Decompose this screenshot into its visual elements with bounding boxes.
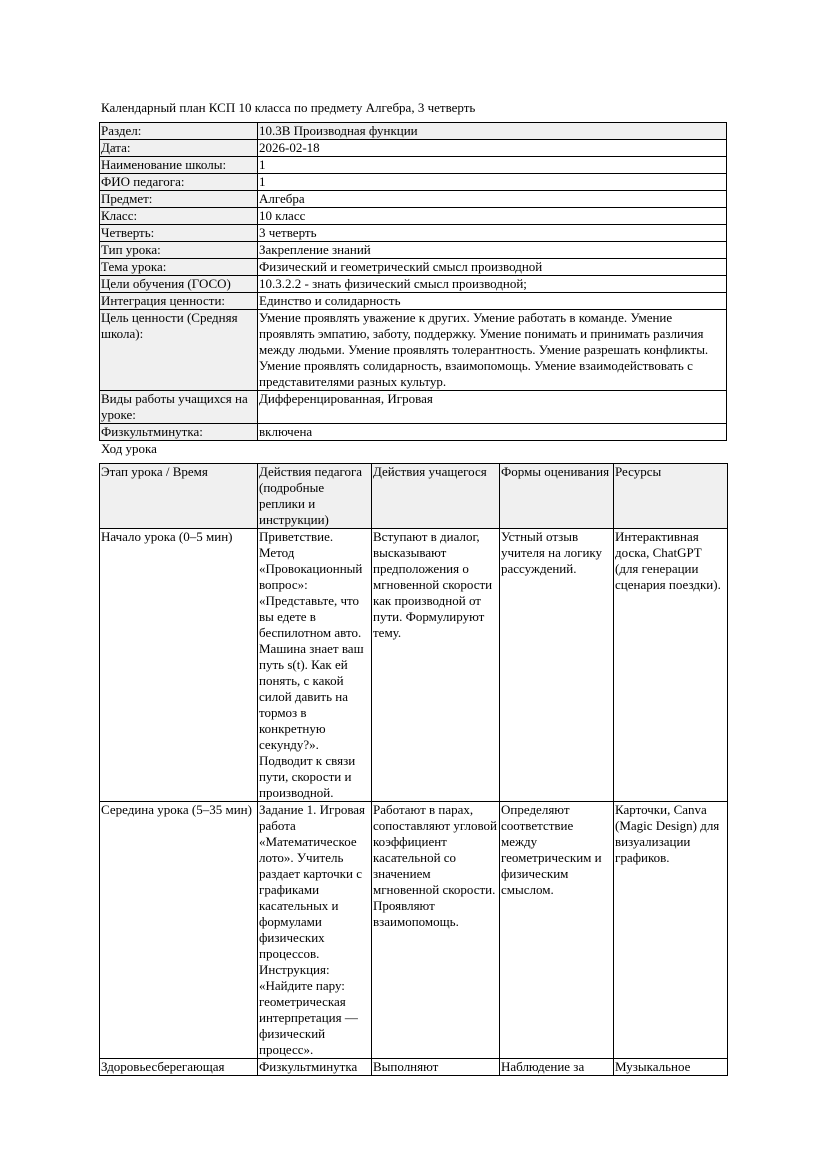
- info-row-subject: [100, 191, 727, 208]
- lesson-progress-heading: Ход урока: [101, 441, 157, 456]
- info-row-teacher: [100, 174, 727, 191]
- cell-teacher-actions: Физкультминутка: [258, 1059, 372, 1076]
- lesson-progress-table: [99, 463, 728, 1076]
- info-row-work-types: [100, 391, 727, 424]
- info-row-date: [100, 140, 727, 157]
- cell-resources: Интерактивная доска, ChatGPT (для генерации сценария поездки).: [614, 529, 728, 802]
- info-row-section: [100, 123, 727, 140]
- cell-student-actions: Выполняют: [372, 1059, 500, 1076]
- cell-student-actions: Вступают в диалог, высказывают предположения о мгновенной скорости как производной от пути. Формулируют тему.: [372, 529, 500, 802]
- info-key: Раздел:: [100, 123, 258, 140]
- cell-stage: Здоровьесберегающая: [100, 1059, 258, 1076]
- info-row-value-integration: [100, 293, 727, 310]
- info-key: Интеграция ценности:: [100, 293, 258, 310]
- info-key: Цели обучения (ГОСО): [100, 276, 258, 293]
- info-value: 2026-02-18: [258, 140, 727, 157]
- info-value: Умение проявлять уважение к других. Умение работать в команде. Умение проявлять эмпатию, заботу, поддержку. Умение понимать и принимать различия между людьми. Умение проявлять толерантность. Умение разрешать конфликты. Умение проявлять солидарность, взаимопомощь. Умение взаимодействовать с представителями разных культур.: [258, 310, 727, 391]
- info-value: 10 класс: [258, 208, 727, 225]
- info-value: Дифференцированная, Игровая: [258, 391, 727, 424]
- info-row-learning-goals: [100, 276, 727, 293]
- info-key: Тип урока:: [100, 242, 258, 259]
- header-stage: Этап урока / Время: [100, 464, 258, 529]
- cell-student-actions: Работают в парах, сопоставляют угловой коэффициент касательной со значением мгновенной скорости. Проявляют взаимопомощь.: [372, 802, 500, 1059]
- document-page: [99, 99, 727, 1076]
- info-row-grade: [100, 208, 727, 225]
- info-row-lesson-type: [100, 242, 727, 259]
- cell-resources: Карточки, Canva (Magic Design) для визуализации графиков.: [614, 802, 728, 1059]
- info-key: Наименование школы:: [100, 157, 258, 174]
- lesson-row: [100, 802, 728, 1059]
- info-row-topic: [100, 259, 727, 276]
- info-key: Дата:: [100, 140, 258, 157]
- document-title: Календарный план КСП 10 класса по предмету Алгебра, 3 четверть: [101, 100, 476, 115]
- info-key: Физкультминутка:: [100, 424, 258, 441]
- info-key: Предмет:: [100, 191, 258, 208]
- info-value: включена: [258, 424, 727, 441]
- info-value: 3 четверть: [258, 225, 727, 242]
- info-value: 1: [258, 174, 727, 191]
- cell-assessment: Наблюдение за: [500, 1059, 614, 1076]
- cell-assessment: Устный отзыв учителя на логику рассуждений.: [500, 529, 614, 802]
- info-row-exercise-break: [100, 424, 727, 441]
- cell-stage: Середина урока (5–35 мин): [100, 802, 258, 1059]
- header-assessment: Формы оценивания: [500, 464, 614, 529]
- header-student-actions: Действия учащегося: [372, 464, 500, 529]
- info-value: 10.3.2.2 - знать физический смысл производной;: [258, 276, 727, 293]
- info-key: Класс:: [100, 208, 258, 225]
- cell-assessment: Определяют соответствие между геометрическим и физическим смыслом.: [500, 802, 614, 1059]
- cell-stage: Начало урока (0–5 мин): [100, 529, 258, 802]
- lesson-row: [100, 1059, 728, 1076]
- info-row-school: [100, 157, 727, 174]
- info-row-value-goal: [100, 310, 727, 391]
- info-value: Алгебра: [258, 191, 727, 208]
- cell-teacher-actions: Приветствие. Метод «Провокационный вопрос»: «Представьте, что вы едете в беспилотном авто. Машина знает ваш путь s(t). Как ей понять, с какой силой давить на тормоз в конкретную секунду?». Подводит к связи пути, скорости и производной.: [258, 529, 372, 802]
- info-key: Четверть:: [100, 225, 258, 242]
- info-key: Цель ценности (Средняя школа):: [100, 310, 258, 391]
- info-row-quarter: [100, 225, 727, 242]
- lesson-header-row: [100, 464, 728, 529]
- info-value: Закрепление знаний: [258, 242, 727, 259]
- info-key: Виды работы учащихся на уроке:: [100, 391, 258, 424]
- info-key: Тема урока:: [100, 259, 258, 276]
- info-value: Единство и солидарность: [258, 293, 727, 310]
- lesson-info-table: [99, 122, 727, 441]
- info-value: 10.3В Производная функции: [258, 123, 727, 140]
- info-value: Физический и геометрический смысл производной: [258, 259, 727, 276]
- info-key: ФИО педагога:: [100, 174, 258, 191]
- info-value: 1: [258, 157, 727, 174]
- cell-resources: Музыкальное: [614, 1059, 728, 1076]
- header-teacher-actions: Действия педагога (подробные реплики и инструкции): [258, 464, 372, 529]
- lesson-row: [100, 529, 728, 802]
- header-resources: Ресурсы: [614, 464, 728, 529]
- cell-teacher-actions: Задание 1. Игровая работа «Математическое лото». Учитель раздает карточки с графиками касательных и формулами физических процессов. Инструкция: «Найдите пару: геометрическая интерпретация — физический процесс».: [258, 802, 372, 1059]
